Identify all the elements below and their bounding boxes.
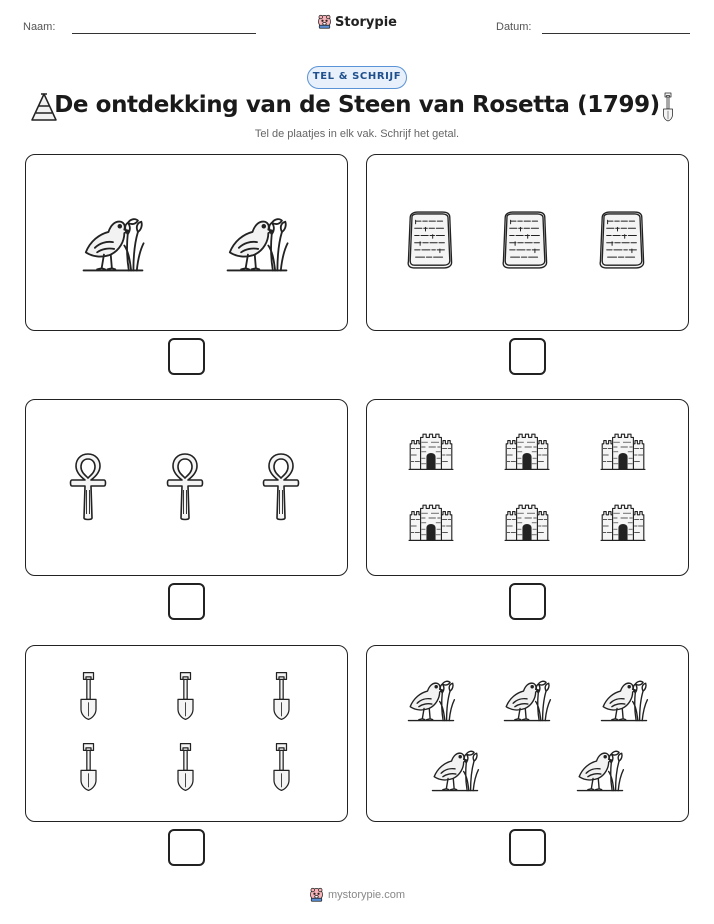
bird-papyrus-icon <box>574 742 626 794</box>
storypie-logo-icon <box>309 887 324 902</box>
rosetta-stone-icon <box>403 208 457 272</box>
shovel-icon <box>269 671 294 721</box>
ankh-icon <box>68 452 108 522</box>
ankh-icon <box>165 452 205 522</box>
count-panel-1 <box>25 154 348 331</box>
count-panel-6 <box>366 645 689 822</box>
shovel-icon <box>76 742 101 792</box>
count-panel-4 <box>366 399 689 576</box>
shovel-icon <box>269 742 294 792</box>
footer <box>0 887 714 902</box>
bird-papyrus-icon <box>598 672 650 724</box>
shovel-icon <box>659 92 677 122</box>
bird-papyrus-icon <box>429 742 481 794</box>
count-panel-2 <box>366 154 689 331</box>
castle-icon <box>599 431 647 471</box>
instructions: Tel de plaatjes in elk vak. Schrijf het getal. <box>254 128 460 140</box>
castle-icon <box>407 502 455 542</box>
shovel-icon <box>76 671 101 721</box>
castle-icon <box>599 502 647 542</box>
storypie-logo-icon <box>317 14 332 29</box>
date-label: Datum: <box>496 21 532 33</box>
count-panel-3 <box>25 399 348 576</box>
brand <box>0 14 714 30</box>
footer-url[interactable]: mystorypie.com <box>327 889 406 901</box>
shovel-icon <box>173 671 198 721</box>
shovel-icon <box>173 742 198 792</box>
name-label: Naam: <box>23 21 56 33</box>
bird-papyrus-icon <box>79 207 147 275</box>
name-field[interactable] <box>72 33 256 34</box>
answer-box-2[interactable] <box>509 338 546 375</box>
activity-badge: TEL & SCHRIJF <box>307 66 407 89</box>
answer-box-1[interactable] <box>168 338 205 375</box>
answer-box-3[interactable] <box>168 583 205 620</box>
answer-box-5[interactable] <box>168 829 205 866</box>
count-panel-5 <box>25 645 348 822</box>
page-title: De ontdekking van de Steen van Rosetta (1799) <box>54 92 660 118</box>
bird-papyrus-icon <box>405 672 457 724</box>
date-field[interactable] <box>542 33 690 34</box>
castle-icon <box>407 431 455 471</box>
answer-box-6[interactable] <box>509 829 546 866</box>
bird-papyrus-icon <box>501 672 553 724</box>
answer-box-4[interactable] <box>509 583 546 620</box>
rosetta-stone-icon <box>498 208 552 272</box>
worksheet-header <box>0 12 714 42</box>
castle-icon <box>503 431 551 471</box>
bird-papyrus-icon <box>223 207 291 275</box>
rosetta-stone-icon <box>595 208 649 272</box>
ankh-icon <box>261 452 301 522</box>
brand-name: Storypie <box>335 15 397 30</box>
castle-icon <box>503 502 551 542</box>
